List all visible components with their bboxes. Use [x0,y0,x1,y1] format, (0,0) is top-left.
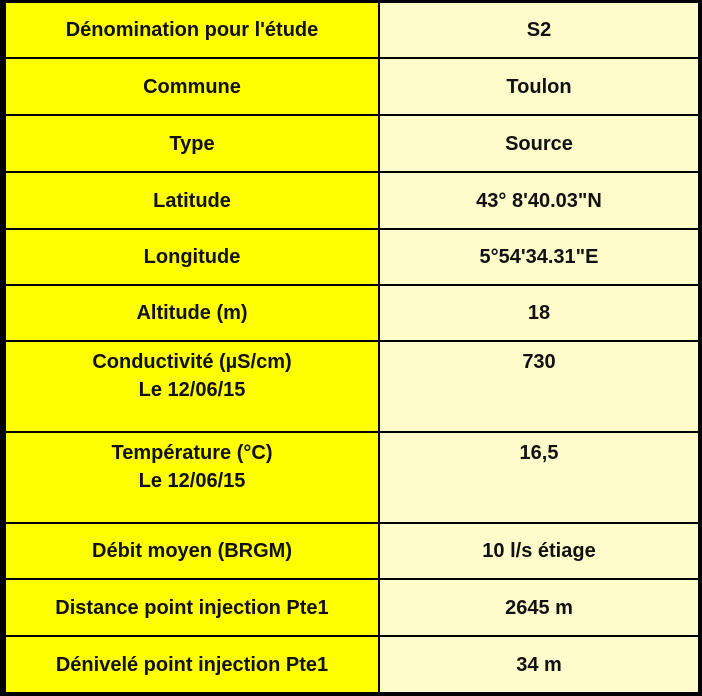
row-label-date: Le 12/06/15 [138,379,246,401]
row-label: Commune [5,58,379,115]
row-label: Latitude [5,172,379,229]
table-row [5,341,699,432]
row-label [5,341,379,432]
row-label: Dénivelé point injection Pte1 [5,636,379,693]
table-row [5,115,699,172]
row-label: Type [5,115,379,172]
row-value: 5°54'34.31"E [379,229,699,285]
row-value: Toulon [379,58,699,115]
table-row [5,636,699,693]
row-value: Source [379,115,699,172]
site-info-table [4,1,700,694]
row-label-date: Le 12/06/15 [138,470,246,492]
row-label: Distance point injection Pte1 [5,579,379,636]
table-row [5,2,699,58]
row-label-line: Conductivité (µS/cm) [92,351,292,373]
row-value: 18 [379,285,699,341]
table-row [5,58,699,115]
table-row [5,229,699,285]
table-row [5,285,699,341]
row-value: 16,5 [379,432,699,523]
table-row [5,579,699,636]
row-value: 730 [379,341,699,432]
row-value: S2 [379,2,699,58]
row-label: Débit moyen (BRGM) [5,523,379,579]
row-value: 10 l/s étiage [379,523,699,579]
row-value: 34 m [379,636,699,693]
row-label: Longitude [5,229,379,285]
row-label: Altitude (m) [5,285,379,341]
table-row [5,432,699,523]
row-label-line: Température (°C) [111,442,273,464]
row-label [5,432,379,523]
row-value: 2645 m [379,579,699,636]
table-row [5,172,699,229]
row-value: 43° 8'40.03"N [379,172,699,229]
row-label: Dénomination pour l'étude [5,2,379,58]
table-row [5,523,699,579]
